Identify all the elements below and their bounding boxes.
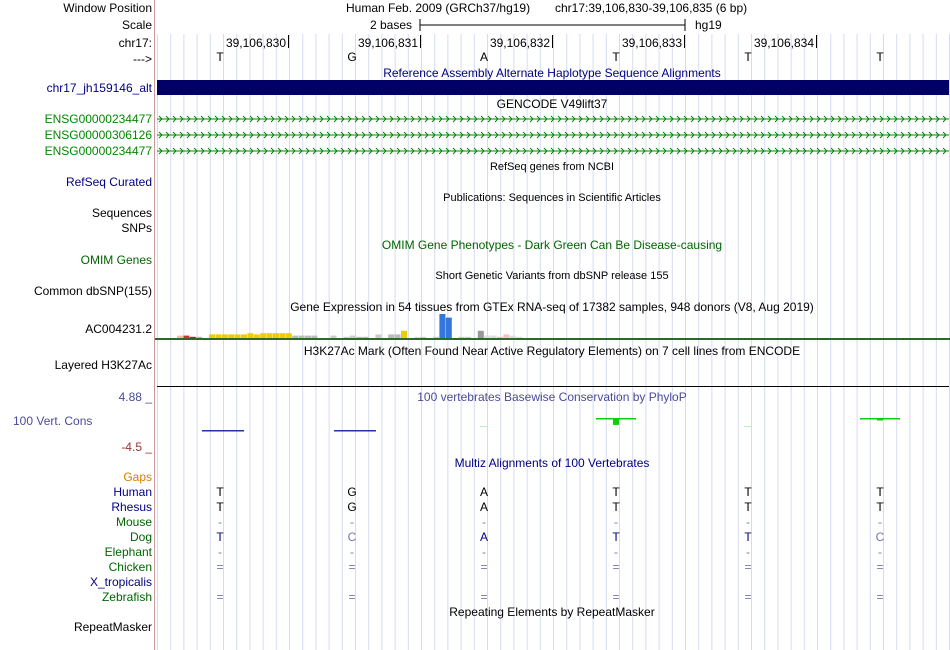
ruler-coordinate[interactable]: 39,106,833: [621, 36, 682, 50]
gtex-tissue-bar: [478, 331, 484, 338]
gencode-gene-feature[interactable]: [157, 128, 949, 142]
gencode-gene-feature[interactable]: [157, 144, 949, 158]
phylop-bar: [877, 418, 883, 420]
multiz-base: A: [479, 530, 488, 544]
publications-track-title: Publications: Sequences in Scientific Articles: [443, 192, 661, 204]
multiz-base: C: [347, 530, 357, 544]
dbsnp-label[interactable]: Common dbSNP(155): [33, 284, 152, 298]
gencode-gene-label[interactable]: ENSG00000234477: [44, 144, 152, 158]
multiz-base: T: [612, 530, 620, 544]
multiz-base: -: [746, 545, 750, 559]
scale-text: 2 bases: [370, 18, 413, 32]
scale-bar: [418, 17, 690, 33]
multiz-base: A: [479, 500, 488, 514]
gencode-track-title: GENCODE V49lift37: [496, 97, 608, 111]
multiz-base: T: [876, 485, 884, 499]
strand-arrow-label: --->: [133, 52, 152, 66]
phylop-chart[interactable]: [157, 400, 949, 450]
ruler-coordinate[interactable]: 39,106,834: [753, 36, 814, 50]
multiz-base: =: [348, 590, 356, 604]
gencode-gene-label[interactable]: ENSG00000234477: [44, 112, 152, 126]
ruler-base: G: [347, 50, 357, 64]
refseq-label[interactable]: RefSeq Curated: [65, 175, 152, 189]
omim-label[interactable]: OMIM Genes: [80, 253, 152, 267]
multiz-base: G: [347, 485, 357, 499]
multiz-base: =: [216, 590, 224, 604]
multiz-base: -: [482, 545, 486, 559]
gtex-tissue-bar: [401, 331, 407, 338]
multiz-base: -: [614, 545, 618, 559]
h3k27ac-baseline: [157, 386, 949, 387]
window-position-label: Window Position: [63, 1, 152, 15]
multiz-species-label[interactable]: Chicken: [108, 560, 152, 574]
publications-snps-label[interactable]: SNPs: [121, 221, 152, 235]
multiz-base: =: [612, 590, 620, 604]
multiz-base: -: [218, 515, 222, 529]
ruler-coordinate[interactable]: 39,106,831: [357, 36, 418, 50]
gtex-tissue-bar: [439, 314, 445, 338]
h3k27ac-label[interactable]: Layered H3K27Ac: [54, 358, 152, 372]
ruler-tick: [684, 35, 685, 48]
ruler-coordinate[interactable]: 39,106,830: [225, 36, 286, 50]
ruler-base: T: [612, 50, 620, 64]
multiz-species-label[interactable]: Mouse: [115, 515, 152, 529]
repeatmasker-label[interactable]: RepeatMasker: [73, 620, 152, 634]
ruler-tick: [288, 35, 289, 48]
multiz-base: T: [744, 500, 752, 514]
phylop-bar: [202, 430, 244, 432]
gtex-track-title: Gene Expression in 54 tissues from GTEx RNA-seq of 17382 samples, 948 donors (V8, Aug 2019): [290, 300, 814, 314]
multiz-base: =: [348, 560, 356, 574]
multiz-base: -: [614, 515, 618, 529]
multiz-base: G: [347, 500, 357, 514]
gtex-expression-chart[interactable]: [157, 312, 949, 339]
phylop-bar: [334, 430, 376, 432]
multiz-base: =: [876, 560, 884, 574]
multiz-base: C: [875, 530, 885, 544]
ruler-base: T: [744, 50, 752, 64]
ruler-tick: [420, 35, 421, 48]
multiz-base: -: [482, 515, 486, 529]
multiz-species-label[interactable]: Rhesus: [111, 500, 152, 514]
gencode-gene-label[interactable]: ENSG00000306126: [44, 128, 152, 142]
ruler-tick: [552, 35, 553, 48]
repeatmasker-track-title: Repeating Elements by RepeatMasker: [449, 605, 655, 619]
publications-sequences-label[interactable]: Sequences: [91, 206, 152, 220]
multiz-base: =: [876, 590, 884, 604]
multiz-base: T: [612, 500, 620, 514]
phylop-track-title: 100 vertebrates Basewise Conservation by PhyloP: [417, 390, 687, 404]
multiz-species-label[interactable]: Elephant: [104, 545, 152, 559]
assembly-name[interactable]: Human Feb. 2009 (GRCh37/hg19): [346, 1, 531, 15]
chrom-label: chr17:: [118, 36, 152, 50]
alt-haplotype-label[interactable]: chr17_jh159146_alt: [46, 81, 152, 95]
ruler-base: T: [216, 50, 224, 64]
gtex-label[interactable]: AC004231.2: [85, 322, 152, 336]
phylop-bar: [480, 426, 488, 427]
multiz-base: =: [480, 560, 488, 574]
dbsnp-track-title: Short Genetic Variants from dbSNP release 155: [435, 270, 669, 282]
multiz-base: -: [878, 515, 882, 529]
ruler-tick: [816, 35, 817, 48]
multiz-base: T: [744, 530, 752, 544]
phylop-max-label: 4.88 _: [118, 390, 152, 404]
alt-haplotype-track-title: Reference Assembly Alternate Haplotype Sequence Alignments: [383, 66, 721, 80]
multiz-base: =: [744, 560, 752, 574]
multiz-base: -: [350, 515, 354, 529]
gencode-gene-feature[interactable]: [157, 112, 949, 126]
alt-haplotype-feature[interactable]: [157, 80, 949, 95]
multiz-base: =: [216, 560, 224, 574]
phylop-min-label: -4.5 _: [121, 440, 152, 454]
multiz-species-label[interactable]: Dog: [129, 530, 152, 544]
multiz-species-label[interactable]: X_tropicalis: [89, 575, 152, 589]
window-position[interactable]: chr17:39,106,830-39,106,835 (6 bp): [555, 1, 748, 15]
multiz-base: =: [744, 590, 752, 604]
omim-track-title: OMIM Gene Phenotypes - Dark Green Can Be Disease-causing: [381, 238, 723, 252]
multiz-base: A: [479, 485, 488, 499]
gaps-label[interactable]: Gaps: [123, 470, 152, 484]
multiz-base: T: [876, 500, 884, 514]
multiz-base: -: [746, 515, 750, 529]
ruler-coordinate[interactable]: 39,106,832: [489, 36, 550, 50]
gtex-tissue-bar: [446, 318, 452, 338]
label-separator: [154, 0, 155, 650]
multiz-species-label[interactable]: Zebrafish: [101, 590, 152, 604]
scale-label: Scale: [121, 18, 152, 32]
refseq-track-title: RefSeq genes from NCBI: [489, 161, 615, 173]
multiz-base: =: [612, 560, 620, 574]
multiz-base: T: [744, 485, 752, 499]
multiz-species-label[interactable]: Human: [113, 485, 152, 499]
phylop-bar: [613, 418, 619, 425]
multiz-base: T: [216, 500, 224, 514]
gtex-baseline: [155, 338, 950, 340]
multiz-base: T: [216, 530, 224, 544]
ruler-base: A: [479, 50, 488, 64]
multiz-base: -: [350, 545, 354, 559]
multiz-base: =: [480, 590, 488, 604]
multiz-track-title: Multiz Alignments of 100 Vertebrates: [454, 456, 650, 470]
multiz-base: -: [878, 545, 882, 559]
h3k27ac-track-title: H3K27Ac Mark (Often Found Near Active Regulatory Elements) on 7 cell lines from ENCODE: [303, 344, 801, 358]
phylop-bar: [744, 426, 752, 427]
multiz-base: T: [216, 485, 224, 499]
db-name: hg19: [695, 18, 722, 32]
multiz-base: -: [218, 545, 222, 559]
ruler-base: T: [876, 50, 884, 64]
phylop-label[interactable]: 100 Vert. Cons: [13, 414, 93, 428]
multiz-base: T: [612, 485, 620, 499]
